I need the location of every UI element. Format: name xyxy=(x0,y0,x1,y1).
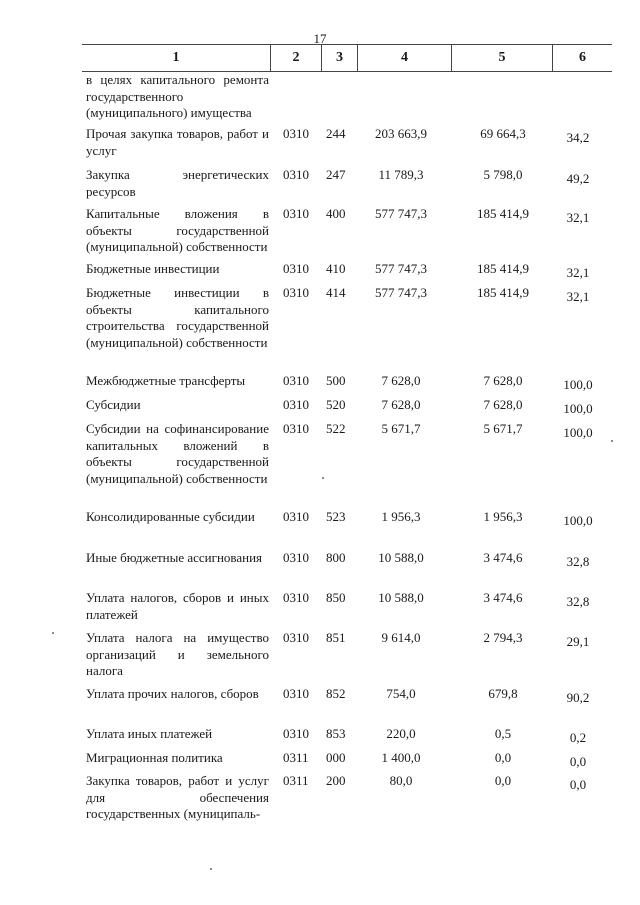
row-executed: 3 474,6 xyxy=(483,550,523,565)
row-name: Уплата прочих налогов, сборов xyxy=(86,686,259,701)
scan-speck xyxy=(322,477,324,479)
row-name: Бюджетные инвестиции xyxy=(86,261,220,276)
row-executed: 0,0 xyxy=(494,750,512,765)
row-expense-type: 800 xyxy=(326,550,346,565)
row-executed: 69 664,3 xyxy=(480,126,526,141)
row-expense-type: 523 xyxy=(326,509,346,524)
row-percent: 100,0 xyxy=(563,377,593,392)
row-percent: 32,8 xyxy=(566,594,590,609)
row-planned: 10 588,0 xyxy=(378,550,424,565)
row-planned: 9 614,0 xyxy=(381,630,421,645)
row-percent: 100,0 xyxy=(563,513,593,528)
row-executed: 5 671,7 xyxy=(483,421,523,436)
row-planned: 11 789,3 xyxy=(378,167,424,182)
row-section-code: 0310 xyxy=(283,261,309,276)
row-planned: 1 956,3 xyxy=(381,509,421,524)
column-header-5: 5 xyxy=(498,50,506,65)
row-section-code: 0310 xyxy=(283,206,309,221)
row-name: Прочая закупка товаров, работ и услуг xyxy=(86,126,269,158)
row-name: Капитальные вложения в объекты государственной (муниципальной) собственности xyxy=(86,206,269,254)
row-expense-type: 400 xyxy=(326,206,346,221)
row-executed: 185 414,9 xyxy=(477,261,529,276)
row-name: Закупка энергетических ресурсов xyxy=(86,167,269,199)
row-expense-type: 851 xyxy=(326,630,346,645)
page-number: 17 xyxy=(313,31,327,46)
scan-speck xyxy=(52,632,54,634)
row-percent: 32,8 xyxy=(566,554,590,569)
row-planned: 220,0 xyxy=(386,726,416,741)
row-name: Закупка товаров, работ и услуг для обеспечения государственных (муниципаль- xyxy=(86,773,269,821)
row-executed: 2 794,3 xyxy=(483,630,523,645)
table-top-rule xyxy=(82,44,612,45)
row-section-code: 0311 xyxy=(283,773,309,788)
row-executed: 185 414,9 xyxy=(477,206,529,221)
row-planned: 577 747,3 xyxy=(375,206,427,221)
row-percent: 29,1 xyxy=(566,634,590,649)
row-planned: 5 671,7 xyxy=(381,421,421,436)
row-executed: 1 956,3 xyxy=(483,509,523,524)
row-percent: 32,1 xyxy=(566,265,590,280)
row-section-code: 0310 xyxy=(283,421,309,436)
row-section-code: 0311 xyxy=(283,750,309,765)
column-header-4: 4 xyxy=(401,50,408,65)
row-percent: 90,2 xyxy=(566,690,590,705)
row-expense-type: 244 xyxy=(326,126,346,141)
row-expense-type: 410 xyxy=(326,261,346,276)
row-section-code: 0310 xyxy=(283,550,309,565)
row-expense-type: 522 xyxy=(326,421,346,436)
row-section-code: 0310 xyxy=(283,590,309,605)
row-section-code: 0310 xyxy=(283,167,309,182)
row-name: Миграционная политика xyxy=(86,750,223,765)
row-section-code: 0310 xyxy=(283,126,309,141)
row-expense-type: 520 xyxy=(326,397,346,412)
row-percent: 34,2 xyxy=(566,130,590,145)
row-name: в целях капитального ремонта государственного (муниципального) имущества xyxy=(86,72,269,120)
row-name: Бюджетные инвестиции в объекты капитального строительства государственной (муниципальной) собственности xyxy=(86,285,269,350)
row-planned: 577 747,3 xyxy=(375,285,427,300)
row-planned: 80,0 xyxy=(389,773,413,788)
scan-speck xyxy=(611,440,613,442)
row-name: Иные бюджетные ассигнования xyxy=(86,550,263,565)
row-section-code: 0310 xyxy=(283,630,309,645)
row-executed: 7 628,0 xyxy=(483,397,523,412)
scan-speck xyxy=(210,868,212,870)
row-percent: 0,2 xyxy=(569,730,587,745)
row-planned: 754,0 xyxy=(386,686,416,701)
row-planned: 203 663,9 xyxy=(375,126,427,141)
row-executed: 0,0 xyxy=(494,773,512,788)
row-name: Консолидированные субсидии xyxy=(86,509,255,524)
row-executed: 679,8 xyxy=(488,686,518,701)
row-planned: 577 747,3 xyxy=(375,261,427,276)
row-expense-type: 414 xyxy=(326,285,346,300)
row-percent: 100,0 xyxy=(563,401,593,416)
column-header-3: 3 xyxy=(336,50,343,65)
row-name: Субсидии на софинансирование капитальных вложений в объекты государственной (муниципальной) собственности xyxy=(86,421,269,486)
row-executed: 0,5 xyxy=(494,726,512,741)
row-planned: 10 588,0 xyxy=(378,590,424,605)
row-section-code: 0310 xyxy=(283,686,309,701)
row-executed: 185 414,9 xyxy=(477,285,529,300)
row-expense-type: 850 xyxy=(326,590,346,605)
row-expense-type: 200 xyxy=(326,773,346,788)
row-planned: 1 400,0 xyxy=(381,750,421,765)
row-name: Межбюджетные трансферты xyxy=(86,373,246,388)
row-section-code: 0310 xyxy=(283,285,309,300)
row-expense-type: 852 xyxy=(326,686,346,701)
row-planned: 7 628,0 xyxy=(381,373,421,388)
row-name: Уплата налогов, сборов и иных платежей xyxy=(86,590,269,622)
row-percent: 32,1 xyxy=(566,210,590,225)
row-name: Уплата налога на имущество организаций и земельного налога xyxy=(86,630,269,678)
column-header-1: 1 xyxy=(172,50,180,65)
row-executed: 7 628,0 xyxy=(483,373,523,388)
row-section-code: 0310 xyxy=(283,509,309,524)
row-expense-type: 853 xyxy=(326,726,346,741)
row-section-code: 0310 xyxy=(283,397,309,412)
row-section-code: 0310 xyxy=(283,373,309,388)
row-section-code: 0310 xyxy=(283,726,309,741)
column-header-6: 6 xyxy=(579,50,586,65)
row-expense-type: 247 xyxy=(326,167,346,182)
row-expense-type: 000 xyxy=(326,750,346,765)
row-name: Уплата иных платежей xyxy=(86,726,213,741)
row-planned: 7 628,0 xyxy=(381,397,421,412)
row-percent: 32,1 xyxy=(566,289,590,304)
column-header-2: 2 xyxy=(292,50,300,65)
row-name: Субсидии xyxy=(86,397,141,412)
row-executed: 3 474,6 xyxy=(483,590,523,605)
row-executed: 5 798,0 xyxy=(483,167,523,182)
row-percent: 49,2 xyxy=(566,171,590,186)
row-percent: 0,0 xyxy=(569,777,587,792)
row-percent: 0,0 xyxy=(569,754,587,769)
row-percent: 100,0 xyxy=(563,425,593,440)
row-expense-type: 500 xyxy=(326,373,346,388)
